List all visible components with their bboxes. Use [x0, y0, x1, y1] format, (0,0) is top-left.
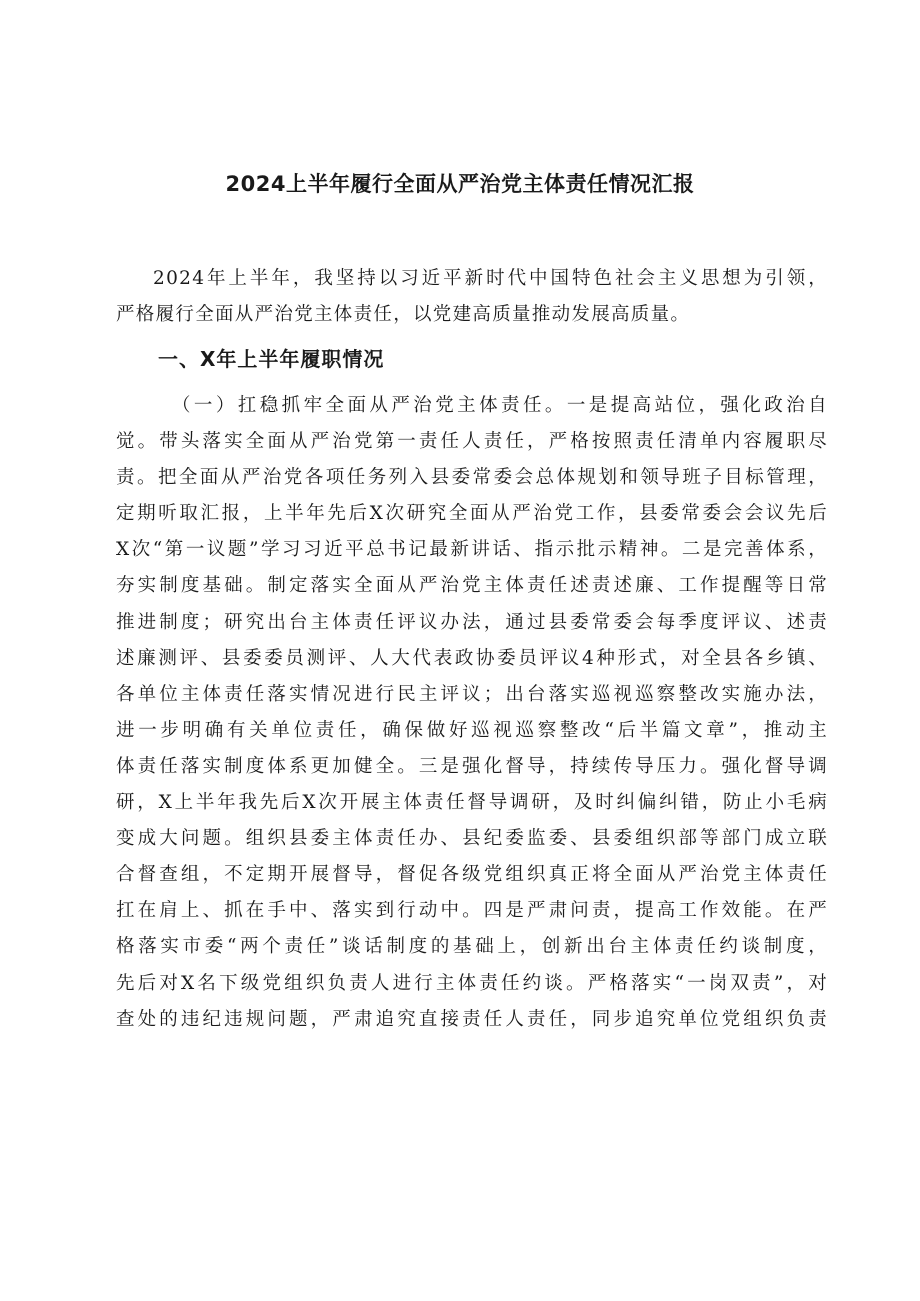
intro-line: 严格履行全面从严治党主体责任，以党建高质量推动发展高质量。 — [116, 304, 691, 325]
section-paragraph — [116, 388, 828, 1038]
paragraph-line: 进一步明确有关单位责任，确保做好巡视巡察整改“后半篇文章”，推动主 — [116, 719, 828, 741]
intro-paragraph — [116, 261, 828, 333]
paragraph-line: 定期听取汇报，上半年先后X次研究全面从严治党工作，县委常委会会议先后 — [116, 503, 828, 525]
section-heading: 一、X年上半年履职情况 — [158, 347, 385, 371]
paragraph-line: 述廉测评、县委委员测评、人大代表政协委员评议4种形式，对全县各乡镇、 — [116, 647, 828, 669]
paragraph-line: 查处的违纪违规问题，严肃追究直接责任人责任，同步追究单位党组织负责 — [116, 1008, 828, 1030]
paragraph-line: （一）扛稳抓牢全面从严治党主体责任。一是提高站位，强化政治自 — [172, 395, 828, 416]
paragraph-line: 觉。带头落实全面从严治党第一责任人责任，严格按照责任清单内容履职尽 — [116, 431, 828, 453]
paragraph-line: 体责任落实制度体系更加健全。三是强化督导，持续传导压力。强化督导调 — [116, 755, 828, 777]
paragraph-line: 各单位主体责任落实情况进行民主评议；出台落实巡视巡察整改实施办法， — [116, 683, 828, 705]
document-title: 2024上半年履行全面从严治党主体责任情况汇报 — [225, 172, 695, 196]
paragraph-line: 变成大问题。组织县委主体责任办、县纪委监委、县委组织部等部门成立联 — [116, 828, 828, 850]
paragraph-line: 扛在肩上、抓在手中、落实到行动中。四是严肃问责，提高工作效能。在严 — [116, 900, 828, 922]
paragraph-line: 格落实市委“两个责任”谈话制度的基础上，创新出台主体责任约谈制度， — [116, 936, 828, 958]
paragraph-line: 推进制度；研究出台主体责任评议办法，通过县委常委会每季度评议、述责 — [116, 611, 828, 633]
paragraph-line: 夯实制度基础。制定落实全面从严治党主体责任述责述廉、工作提醒等日常 — [116, 575, 828, 597]
paragraph-line: X次“第一议题”学习习近平总书记最新讲话、指示批示精神。二是完善体系， — [116, 539, 828, 561]
paragraph-line: 研，X上半年我先后X次开展主体责任督导调研，及时纠偏纠错，防止小毛病 — [116, 792, 828, 814]
intro-line: 2024年上半年，我坚持以习近平新时代中国特色社会主义思想为引领， — [153, 268, 828, 289]
paragraph-line: 合督查组，不定期开展督导，督促各级党组织真正将全面从严治党主体责任 — [116, 864, 828, 886]
paragraph-line: 责。把全面从严治党各项任务列入县委常委会总体规划和领导班子目标管理， — [116, 467, 828, 489]
paragraph-line: 先后对X名下级党组织负责人进行主体责任约谈。严格落实“一岗双责”，对 — [116, 972, 828, 994]
